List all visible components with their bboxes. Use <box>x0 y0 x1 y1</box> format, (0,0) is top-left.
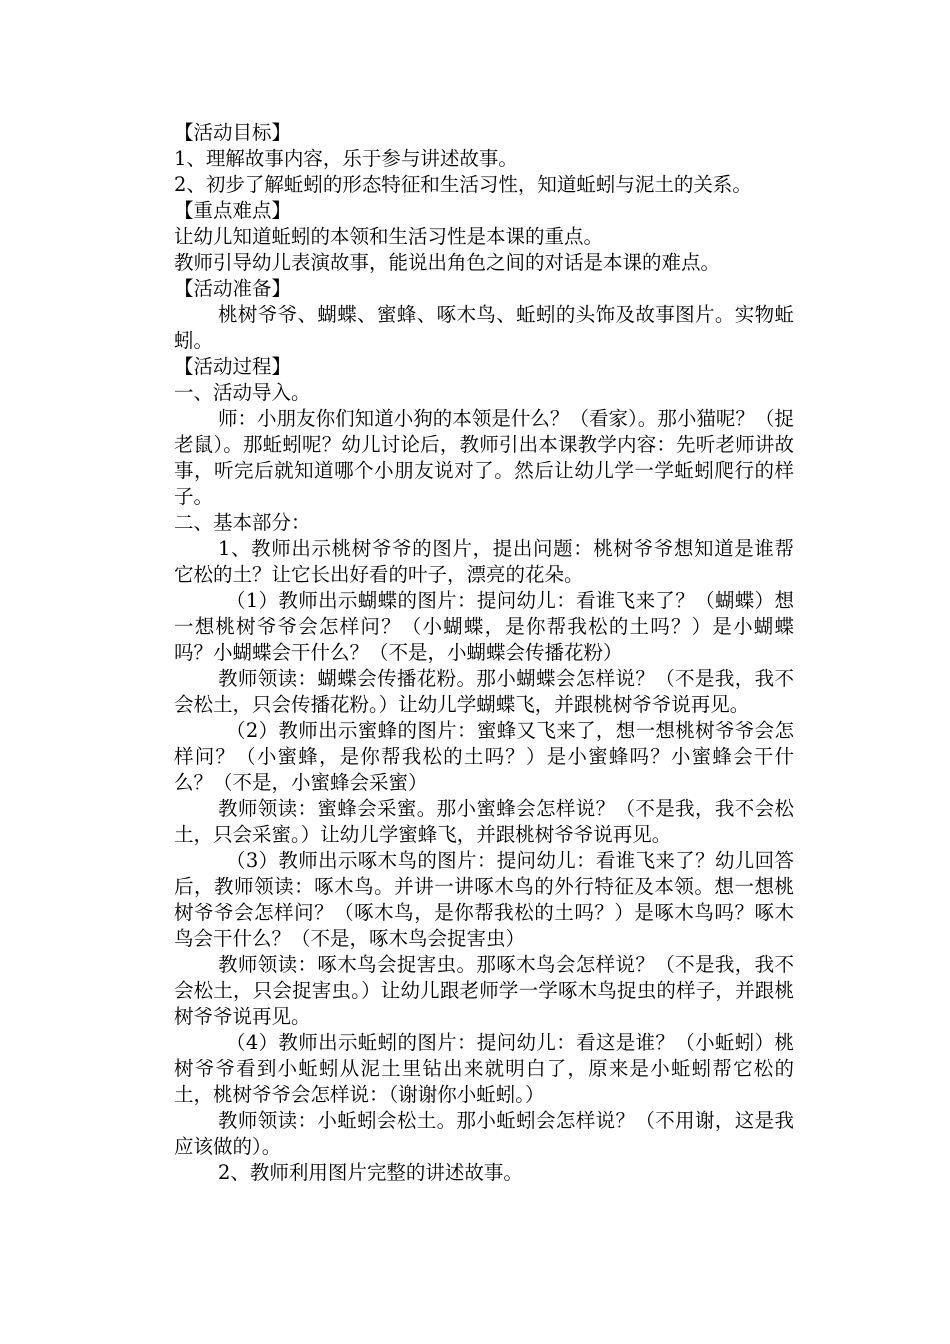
part1-text: 师：小朋友你们知道小狗的本领是什么？（看家）。那小猫呢？（捉老鼠）。那蚯蚓呢？幼儿讨论后，教师引出本课教学内容：先听老师讲故事，听完后就知道哪个小朋友说对了。然后让幼儿学一学蚯蚓爬行的样子。 <box>174 407 794 508</box>
goal-1: 1、理解故事内容，乐于参与讲述故事。 <box>174 147 518 170</box>
step-2: 2、教师利用图片完整的讲述故事。 <box>218 1161 523 1184</box>
goals-heading: 【活动目标】 <box>174 121 292 144</box>
step-1-woodpecker: （3）教师出示啄木鸟的图片：提问幼儿：看谁飞来了？幼儿回答后，教师领读：啄木鸟。并讲一讲啄木鸟的外行特征及本领。想一想桃树爷爷会怎样问？（啄木鸟，是你帮我松的土吗？）是啄木鸟吗？啄木鸟会干什么？（不是，啄木鸟会捉害虫） <box>174 849 794 950</box>
step-1: 1、教师出示桃树爷爷的图片，提出问题：桃树爷爷想知道是谁帮它松的土？让它长出好看的叶子，漂亮的花朵。 <box>174 537 794 586</box>
key-heading: 【重点难点】 <box>174 199 292 222</box>
part1-title: 一、活动导入。 <box>174 381 311 404</box>
step-1-woodpecker-reading: 教师领读：啄木鸟会捉害虫。那啄木鸟会怎样说？（不是我，我不会松土，只会捉害虫。）让幼儿跟老师学一学啄木鸟捉虫的样子，并跟桃树爷爷说再见。 <box>174 953 794 1028</box>
key-point-1: 让幼儿知道蚯蚓的本领和生活习性是本课的重点。 <box>174 225 604 248</box>
step-1-butterfly-reading: 教师领读：蝴蝶会传播花粉。那小蝴蝶会怎样说？（不是我，我不会松土，只会传播花粉。）让幼儿学蝴蝶飞，并跟桃树爷爷说再见。 <box>174 667 794 716</box>
goal-2: 2、初步了解蚯蚓的形态特征和生活习性，知道蚯蚓与泥土的关系。 <box>174 173 752 196</box>
part2-title: 二、基本部分： <box>174 511 311 534</box>
prep-heading: 【活动准备】 <box>174 277 292 300</box>
step-1-butterfly: （1）教师出示蝴蝶的图片：提问幼儿：看谁飞来了？（蝴蝶）想一想桃树爷爷会怎样问？（小蝴蝶，是你帮我松的土吗？）是小蝴蝶吗？小蝴蝶会干什么？（不是，小蝴蝶会传播花粉） <box>174 589 794 664</box>
process-heading: 【活动过程】 <box>174 355 292 378</box>
prep-text: 桃树爷爷、蝴蝶、蜜蜂、啄木鸟、蚯蚓的头饰及故事图片。实物蚯蚓。 <box>174 303 794 352</box>
document-page <box>174 120 794 1186</box>
step-1-earthworm: （4）教师出示蚯蚓的图片：提问幼儿：看这是谁？（小蚯蚓）桃树爷爷看到小蚯蚓从泥土里钻出来就明白了，原来是小蚯蚓帮它松的土，桃树爷爷会怎样说：（谢谢你小蚯蚓。） <box>174 1031 794 1106</box>
step-1-bee-reading: 教师领读：蜜蜂会采蜜。那小蜜蜂会怎样说？（不是我，我不会松土，只会采蜜。）让幼儿学蜜蜂飞，并跟桃树爷爷说再见。 <box>174 797 794 846</box>
step-1-earthworm-reading: 教师领读：小蚯蚓会松土。那小蚯蚓会怎样说？（不用谢，这是我应该做的）。 <box>174 1109 794 1158</box>
step-1-bee: （2）教师出示蜜蜂的图片：蜜蜂又飞来了，想一想桃树爷爷会怎样问？（小蜜蜂，是你帮我松的土吗？）是小蜜蜂吗？小蜜蜂会干什么？（不是，小蜜蜂会采蜜） <box>174 719 794 794</box>
key-point-2: 教师引导幼儿表演故事，能说出角色之间的对话是本课的难点。 <box>174 251 721 274</box>
